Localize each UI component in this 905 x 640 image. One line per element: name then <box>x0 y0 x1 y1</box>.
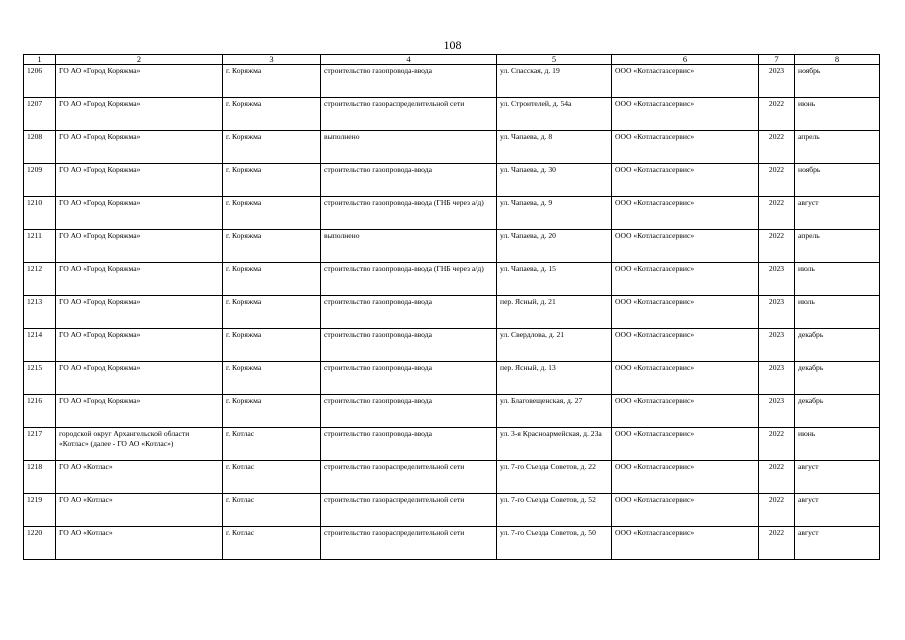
work-type-cell: строительство газопровода-ввода <box>321 296 497 329</box>
work-type-cell: строительство газораспределительной сети <box>321 527 497 560</box>
contractor-cell: ООО «Котласгазсервис» <box>612 296 759 329</box>
column-header: 3 <box>223 55 321 65</box>
row-number-cell: 1207 <box>24 98 56 131</box>
contractor-cell: ООО «Котласгазсервис» <box>612 131 759 164</box>
table-row <box>24 494 880 527</box>
column-header: 7 <box>759 55 795 65</box>
row-number-cell: 1208 <box>24 131 56 164</box>
month-cell: август <box>795 461 880 494</box>
table-row <box>24 329 880 362</box>
contractor-cell: ООО «Котласгазсервис» <box>612 329 759 362</box>
address-cell: ул. 3-я Красноармейская, д. 23а <box>497 428 612 461</box>
row-number-cell: 1220 <box>24 527 56 560</box>
page-number: 108 <box>443 38 462 52</box>
contractor-cell: ООО «Котласгазсервис» <box>612 494 759 527</box>
month-cell: июнь <box>795 98 880 131</box>
year-cell: 2023 <box>759 329 795 362</box>
table-row <box>24 395 880 428</box>
month-cell: август <box>795 197 880 230</box>
table-row <box>24 362 880 395</box>
month-cell: ноябрь <box>795 65 880 98</box>
work-type-cell: строительство газораспределительной сети <box>321 461 497 494</box>
contractor-cell: ООО «Котласгазсервис» <box>612 164 759 197</box>
row-number-cell: 1210 <box>24 197 56 230</box>
contractor-cell: ООО «Котласгазсервис» <box>612 263 759 296</box>
work-type-cell: строительство газопровода-ввода <box>321 164 497 197</box>
settlement-cell: г. Коряжма <box>223 395 321 428</box>
year-cell: 2023 <box>759 395 795 428</box>
table-row <box>24 65 880 98</box>
contractor-cell: ООО «Котласгазсервис» <box>612 428 759 461</box>
contractor-cell: ООО «Котласгазсервис» <box>612 197 759 230</box>
table-row <box>24 527 880 560</box>
municipality-cell: ГО АО «Город Коряжма» <box>56 395 223 428</box>
contractor-cell: ООО «Котласгазсервис» <box>612 98 759 131</box>
municipality-cell: ГО АО «Котлас» <box>56 461 223 494</box>
municipality-cell: ГО АО «Город Коряжма» <box>56 98 223 131</box>
row-number-cell: 1214 <box>24 329 56 362</box>
table-row <box>24 98 880 131</box>
year-cell: 2022 <box>759 98 795 131</box>
municipality-cell: ГО АО «Город Коряжма» <box>56 329 223 362</box>
table-row <box>24 296 880 329</box>
work-type-cell: выполнено <box>321 131 497 164</box>
year-cell: 2022 <box>759 164 795 197</box>
year-cell: 2022 <box>759 197 795 230</box>
municipality-cell: ГО АО «Город Коряжма» <box>56 164 223 197</box>
row-number-cell: 1219 <box>24 494 56 527</box>
table-row <box>24 230 880 263</box>
year-cell: 2022 <box>759 461 795 494</box>
address-cell: ул. Спасская, д. 19 <box>497 65 612 98</box>
address-cell: пер. Ясный, д. 13 <box>497 362 612 395</box>
work-type-cell: строительство газопровода-ввода <box>321 362 497 395</box>
contractor-cell: ООО «Котласгазсервис» <box>612 395 759 428</box>
settlement-cell: г. Коряжма <box>223 98 321 131</box>
municipality-cell: ГО АО «Город Коряжма» <box>56 197 223 230</box>
address-cell: ул. 7-го Съезда Советов, д. 22 <box>497 461 612 494</box>
year-cell: 2022 <box>759 131 795 164</box>
settlement-cell: г. Коряжма <box>223 362 321 395</box>
month-cell: декабрь <box>795 329 880 362</box>
settlement-cell: г. Коряжма <box>223 230 321 263</box>
table-row <box>24 428 880 461</box>
municipality-cell: ГО АО «Город Коряжма» <box>56 362 223 395</box>
month-cell: апрель <box>795 131 880 164</box>
row-number-cell: 1213 <box>24 296 56 329</box>
table-row <box>24 197 880 230</box>
month-cell: ноябрь <box>795 164 880 197</box>
month-cell: июль <box>795 263 880 296</box>
contractor-cell: ООО «Котласгазсервис» <box>612 461 759 494</box>
column-number-row <box>24 55 880 65</box>
settlement-cell: г. Котлас <box>223 428 321 461</box>
row-number-cell: 1212 <box>24 263 56 296</box>
month-cell: декабрь <box>795 362 880 395</box>
municipality-cell: ГО АО «Котлас» <box>56 494 223 527</box>
work-type-cell: строительство газораспределительной сети <box>321 494 497 527</box>
row-number-cell: 1216 <box>24 395 56 428</box>
row-number-cell: 1217 <box>24 428 56 461</box>
work-type-cell: строительство газопровода-ввода <box>321 329 497 362</box>
table-row <box>24 263 880 296</box>
table-row <box>24 164 880 197</box>
column-header: 8 <box>795 55 880 65</box>
year-cell: 2023 <box>759 263 795 296</box>
work-type-cell: выполнено <box>321 230 497 263</box>
contractor-cell: ООО «Котласгазсервис» <box>612 230 759 263</box>
settlement-cell: г. Котлас <box>223 494 321 527</box>
settlement-cell: г. Коряжма <box>223 131 321 164</box>
year-cell: 2023 <box>759 362 795 395</box>
month-cell: август <box>795 494 880 527</box>
address-cell: ул. Чапаева, д. 8 <box>497 131 612 164</box>
row-number-cell: 1206 <box>24 65 56 98</box>
work-type-cell: строительство газопровода-ввода (ГНБ через а/д) <box>321 263 497 296</box>
municipality-cell: городской округ Архангельской области «Котлас» (далее - ГО АО «Котлас») <box>56 428 223 461</box>
municipality-cell: ГО АО «Город Коряжма» <box>56 263 223 296</box>
settlement-cell: г. Коряжма <box>223 197 321 230</box>
address-cell: ул. Чапаева, д. 15 <box>497 263 612 296</box>
registry-table <box>23 54 880 560</box>
year-cell: 2022 <box>759 527 795 560</box>
year-cell: 2022 <box>759 230 795 263</box>
month-cell: июль <box>795 296 880 329</box>
row-number-cell: 1218 <box>24 461 56 494</box>
address-cell: ул. 7-го Съезда Советов, д. 50 <box>497 527 612 560</box>
address-cell: ул. Строителей, д. 54а <box>497 98 612 131</box>
contractor-cell: ООО «Котласгазсервис» <box>612 527 759 560</box>
year-cell: 2022 <box>759 494 795 527</box>
year-cell: 2023 <box>759 296 795 329</box>
row-number-cell: 1209 <box>24 164 56 197</box>
month-cell: апрель <box>795 230 880 263</box>
work-type-cell: строительство газопровода-ввода <box>321 65 497 98</box>
column-header: 1 <box>24 55 56 65</box>
address-cell: ул. Благовещенская, д. 27 <box>497 395 612 428</box>
address-cell: ул. Чапаева, д. 20 <box>497 230 612 263</box>
row-number-cell: 1211 <box>24 230 56 263</box>
municipality-cell: ГО АО «Город Коряжма» <box>56 230 223 263</box>
work-type-cell: строительство газопровода-ввода (ГНБ через а/д) <box>321 197 497 230</box>
year-cell: 2022 <box>759 428 795 461</box>
column-header: 5 <box>497 55 612 65</box>
settlement-cell: г. Коряжма <box>223 329 321 362</box>
table-row <box>24 131 880 164</box>
work-type-cell: строительство газораспределительной сети <box>321 98 497 131</box>
contractor-cell: ООО «Котласгазсервис» <box>612 362 759 395</box>
settlement-cell: г. Котлас <box>223 461 321 494</box>
month-cell: август <box>795 527 880 560</box>
month-cell: декабрь <box>795 395 880 428</box>
municipality-cell: ГО АО «Город Коряжма» <box>56 131 223 164</box>
settlement-cell: г. Коряжма <box>223 164 321 197</box>
settlement-cell: г. Коряжма <box>223 65 321 98</box>
column-header: 4 <box>321 55 497 65</box>
column-header: 6 <box>612 55 759 65</box>
address-cell: пер. Ясный, д. 21 <box>497 296 612 329</box>
settlement-cell: г. Котлас <box>223 527 321 560</box>
contractor-cell: ООО «Котласгазсервис» <box>612 65 759 98</box>
table-row <box>24 461 880 494</box>
month-cell: июнь <box>795 428 880 461</box>
address-cell: ул. Чапаева, д. 9 <box>497 197 612 230</box>
municipality-cell: ГО АО «Город Коряжма» <box>56 65 223 98</box>
municipality-cell: ГО АО «Котлас» <box>56 527 223 560</box>
address-cell: ул. 7-го Съезда Советов, д. 52 <box>497 494 612 527</box>
address-cell: ул. Чапаева, д. 30 <box>497 164 612 197</box>
municipality-cell: ГО АО «Город Коряжма» <box>56 296 223 329</box>
column-header: 2 <box>56 55 223 65</box>
work-type-cell: строительство газопровода-ввода <box>321 395 497 428</box>
row-number-cell: 1215 <box>24 362 56 395</box>
year-cell: 2023 <box>759 65 795 98</box>
work-type-cell: строительство газопровода-ввода <box>321 428 497 461</box>
address-cell: ул. Свердлова, д. 21 <box>497 329 612 362</box>
settlement-cell: г. Коряжма <box>223 263 321 296</box>
settlement-cell: г. Коряжма <box>223 296 321 329</box>
